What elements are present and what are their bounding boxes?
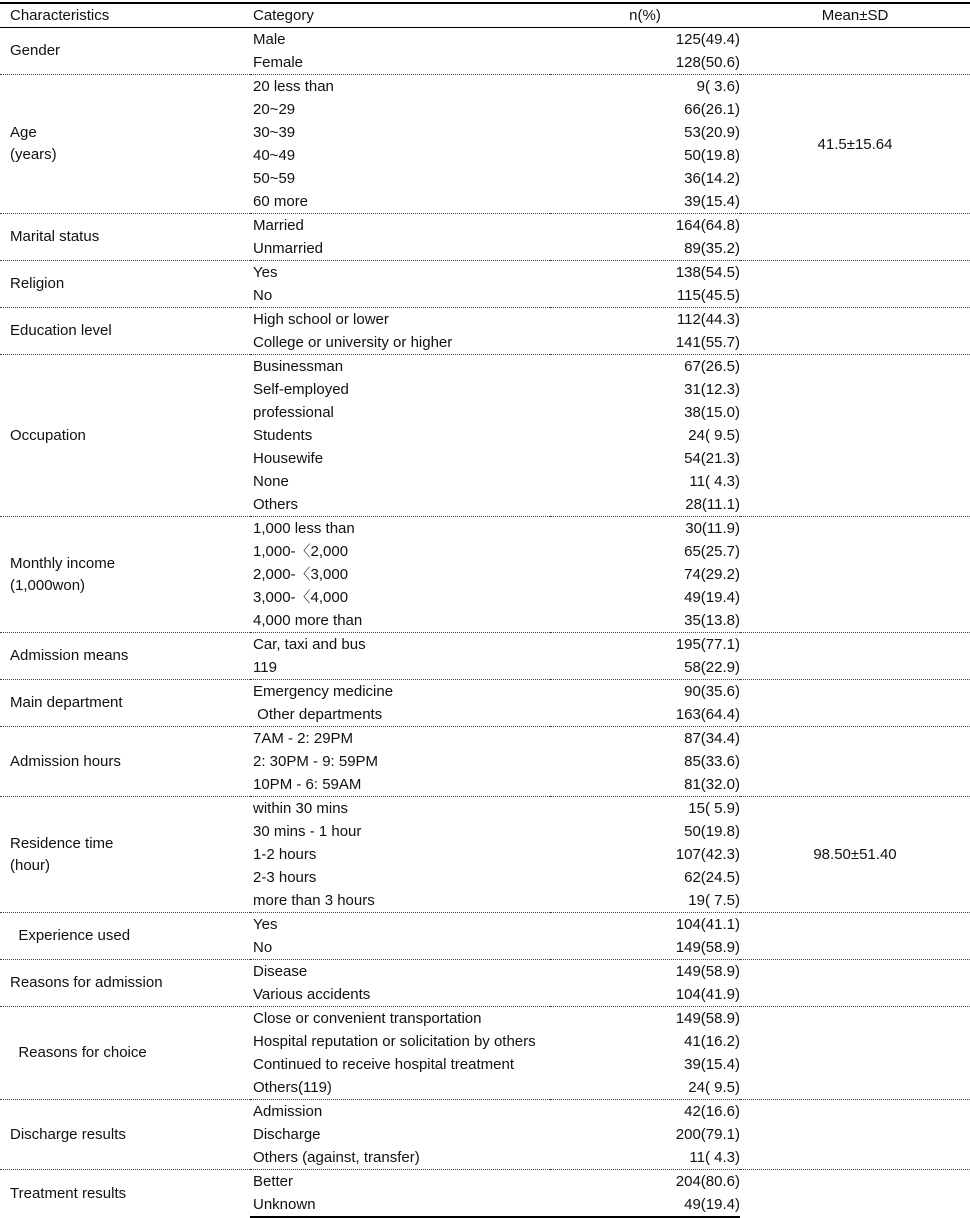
table-row bbox=[0, 797, 970, 821]
characteristic-label: Education level bbox=[0, 308, 250, 355]
n-percent-cell: 115(45.5) bbox=[676, 287, 740, 304]
category-cell: Male bbox=[250, 28, 550, 52]
mean-sd-cell bbox=[740, 727, 970, 797]
n-percent-cell: 53(20.9) bbox=[684, 124, 740, 141]
category-cell: Various accidents bbox=[253, 986, 371, 1003]
characteristic-label: Reasons for choice bbox=[0, 1007, 250, 1100]
header-row bbox=[0, 3, 970, 28]
table-row bbox=[0, 75, 970, 99]
table-row bbox=[0, 633, 970, 657]
category-cell: 60 more bbox=[253, 193, 309, 210]
n-percent-cell: 11( 4.3) bbox=[689, 473, 740, 490]
category-cell: 10PM - 6: 59AM bbox=[253, 776, 362, 793]
mean-sd-cell bbox=[740, 355, 970, 517]
table-row bbox=[0, 308, 970, 332]
category-cell: Yes bbox=[250, 913, 550, 937]
header-category: Category bbox=[250, 3, 550, 28]
category-cell: High school or lower bbox=[250, 308, 550, 332]
table-row bbox=[0, 261, 970, 285]
category-cell: Female bbox=[253, 54, 304, 71]
n-percent-cell: 149(58.9) bbox=[550, 960, 740, 984]
category-cell: Married bbox=[250, 214, 550, 238]
mean-sd-cell bbox=[740, 28, 970, 75]
n-percent-cell: 24( 9.5) bbox=[688, 1079, 740, 1096]
n-percent-cell: 149(58.9) bbox=[550, 1007, 740, 1031]
category-cell: Businessman bbox=[250, 355, 550, 379]
category-cell: 30 mins - 1 hour bbox=[253, 823, 362, 840]
category-cell: 7AM - 2: 29PM bbox=[250, 727, 550, 751]
category-cell: Disease bbox=[250, 960, 550, 984]
n-percent-cell: 200(79.1) bbox=[675, 1126, 740, 1143]
mean-sd-cell bbox=[740, 308, 970, 355]
characteristic-label: Admission means bbox=[0, 633, 250, 680]
table-row bbox=[0, 680, 970, 704]
mean-sd-cell bbox=[740, 913, 970, 960]
category-cell: Unmarried bbox=[253, 240, 324, 257]
n-percent-cell: 104(41.1) bbox=[550, 913, 740, 937]
n-percent-cell: 112(44.3) bbox=[550, 308, 740, 332]
characteristic-label: Monthly income (1,000won) bbox=[0, 517, 250, 633]
n-percent-cell: 11( 4.3) bbox=[689, 1149, 740, 1166]
characteristics-table bbox=[0, 2, 970, 1218]
n-percent-cell: 39(15.4) bbox=[684, 193, 740, 210]
table-row bbox=[0, 214, 970, 238]
category-cell: 3,000-〈4,000 bbox=[253, 589, 349, 606]
category-cell: 1-2 hours bbox=[253, 846, 317, 863]
n-percent-cell: 30(11.9) bbox=[550, 517, 740, 541]
characteristic-label: Gender bbox=[0, 28, 250, 75]
characteristic-label: Treatment results bbox=[0, 1170, 250, 1218]
n-percent-cell: 50(19.8) bbox=[684, 147, 740, 164]
characteristic-label: Main department bbox=[0, 680, 250, 727]
mean-sd-cell: 98.50±51.40 bbox=[740, 797, 970, 913]
category-cell: Yes bbox=[250, 261, 550, 285]
characteristic-label: Reasons for admission bbox=[0, 960, 250, 1007]
category-cell: College or university or higher bbox=[253, 334, 453, 351]
mean-sd-cell bbox=[740, 1007, 970, 1100]
n-percent-cell: 67(26.5) bbox=[550, 355, 740, 379]
n-percent-cell: 42(16.6) bbox=[550, 1100, 740, 1124]
category-cell: Others (against, transfer) bbox=[253, 1149, 420, 1166]
n-percent-cell: 204(80.6) bbox=[550, 1170, 740, 1194]
table-row bbox=[0, 355, 970, 379]
category-cell: Hospital reputation or solicitation by others bbox=[253, 1033, 536, 1050]
table-row bbox=[0, 913, 970, 937]
n-percent-cell: 15( 5.9) bbox=[550, 797, 740, 821]
n-percent-cell: 24( 9.5) bbox=[688, 427, 740, 444]
category-cell: Housewife bbox=[253, 450, 324, 467]
category-cell: 2-3 hours bbox=[253, 869, 317, 886]
table-row bbox=[0, 727, 970, 751]
category-cell: Others(119) bbox=[253, 1079, 332, 1096]
mean-sd-cell bbox=[740, 960, 970, 1007]
n-percent-cell: 90(35.6) bbox=[550, 680, 740, 704]
n-percent-cell: 9( 3.6) bbox=[550, 75, 740, 99]
table-row bbox=[0, 1100, 970, 1124]
category-cell: more than 3 hours bbox=[253, 892, 375, 909]
n-percent-cell: 85(33.6) bbox=[684, 753, 740, 770]
category-cell: 2,000-〈3,000 bbox=[253, 566, 349, 583]
category-cell: 1,000-〈2,000 bbox=[253, 543, 349, 560]
category-cell: 40~49 bbox=[253, 147, 296, 164]
category-cell: Car, taxi and bus bbox=[250, 633, 550, 657]
mean-sd-cell bbox=[740, 1170, 970, 1218]
n-percent-cell: 104(41.9) bbox=[675, 986, 740, 1003]
category-cell: Continued to receive hospital treatment bbox=[253, 1056, 514, 1073]
category-cell: Self-employed bbox=[253, 381, 349, 398]
table-row bbox=[0, 517, 970, 541]
category-cell: 1,000 less than bbox=[250, 517, 550, 541]
category-cell: None bbox=[253, 473, 289, 490]
n-percent-cell: 39(15.4) bbox=[684, 1056, 740, 1073]
category-cell: Close or convenient transportation bbox=[250, 1007, 550, 1031]
n-percent-cell: 149(58.9) bbox=[675, 939, 740, 956]
n-percent-cell: 195(77.1) bbox=[550, 633, 740, 657]
mean-sd-cell: 41.5±15.64 bbox=[740, 75, 970, 214]
category-cell: 20 less than bbox=[250, 75, 550, 99]
n-percent-cell: 65(25.7) bbox=[684, 543, 740, 560]
category-cell: professional bbox=[253, 404, 334, 421]
mean-sd-cell bbox=[740, 680, 970, 727]
category-cell: 4,000 more than bbox=[253, 612, 363, 629]
n-percent-cell: 141(55.7) bbox=[675, 334, 740, 351]
n-percent-cell: 58(22.9) bbox=[684, 659, 740, 676]
n-percent-cell: 54(21.3) bbox=[684, 450, 740, 467]
characteristic-label: Admission hours bbox=[0, 727, 250, 797]
table-row bbox=[0, 960, 970, 984]
category-cell: Students bbox=[253, 427, 313, 444]
n-percent-cell: 81(32.0) bbox=[684, 776, 740, 793]
category-cell: Discharge bbox=[253, 1126, 321, 1143]
mean-sd-cell bbox=[740, 517, 970, 633]
mean-sd-cell bbox=[740, 261, 970, 308]
category-cell: 50~59 bbox=[253, 170, 296, 187]
n-percent-cell: 163(64.4) bbox=[675, 706, 740, 723]
header-mean-sd: Mean±SD bbox=[740, 3, 970, 28]
n-percent-cell: 138(54.5) bbox=[550, 261, 740, 285]
category-cell: Other departments bbox=[253, 706, 383, 723]
table-row bbox=[0, 1007, 970, 1031]
n-percent-cell: 89(35.2) bbox=[684, 240, 740, 257]
n-percent-cell: 50(19.8) bbox=[684, 823, 740, 840]
n-percent-cell: 49(19.4) bbox=[684, 589, 740, 606]
n-percent-cell: 41(16.2) bbox=[684, 1033, 740, 1050]
characteristic-label: Residence time (hour) bbox=[0, 797, 250, 913]
characteristic-label: Age (years) bbox=[0, 75, 250, 214]
category-cell: 20~29 bbox=[253, 101, 296, 118]
characteristic-label: Marital status bbox=[0, 214, 250, 261]
table-row bbox=[0, 1170, 970, 1194]
table-header bbox=[0, 3, 970, 28]
category-cell: within 30 mins bbox=[250, 797, 550, 821]
category-cell: No bbox=[253, 939, 273, 956]
n-percent-cell: 74(29.2) bbox=[684, 566, 740, 583]
n-percent-cell: 49(19.4) bbox=[550, 1193, 740, 1217]
n-percent-cell: 125(49.4) bbox=[550, 28, 740, 52]
category-cell: 2: 30PM - 9: 59PM bbox=[253, 753, 379, 770]
n-percent-cell: 164(64.8) bbox=[550, 214, 740, 238]
n-percent-cell: 62(24.5) bbox=[684, 869, 740, 886]
category-cell: Emergency medicine bbox=[250, 680, 550, 704]
header-n-percent: n(%) bbox=[550, 3, 740, 28]
n-percent-cell: 36(14.2) bbox=[684, 170, 740, 187]
mean-sd-cell bbox=[740, 633, 970, 680]
category-cell: 119 bbox=[253, 659, 277, 676]
n-percent-cell: 28(11.1) bbox=[685, 496, 740, 513]
characteristic-label: Occupation bbox=[0, 355, 250, 517]
mean-sd-cell bbox=[740, 214, 970, 261]
n-percent-cell: 19( 7.5) bbox=[688, 892, 740, 909]
n-percent-cell: 38(15.0) bbox=[684, 404, 740, 421]
category-cell: Others bbox=[253, 496, 299, 513]
n-percent-cell: 87(34.4) bbox=[550, 727, 740, 751]
characteristic-label: Experience used bbox=[0, 913, 250, 960]
n-percent-cell: 35(13.8) bbox=[684, 612, 740, 629]
n-percent-cell: 128(50.6) bbox=[675, 54, 740, 71]
table-body bbox=[0, 28, 970, 1218]
characteristic-label: Discharge results bbox=[0, 1100, 250, 1170]
header-characteristics: Characteristics bbox=[0, 3, 250, 28]
category-cell: Admission bbox=[250, 1100, 550, 1124]
characteristic-label: Religion bbox=[0, 261, 250, 308]
category-cell: No bbox=[253, 287, 273, 304]
category-cell: Better bbox=[250, 1170, 550, 1194]
category-cell: 30~39 bbox=[253, 124, 296, 141]
mean-sd-cell bbox=[740, 1100, 970, 1170]
n-percent-cell: 107(42.3) bbox=[675, 846, 740, 863]
n-percent-cell: 31(12.3) bbox=[684, 381, 740, 398]
table-row bbox=[0, 28, 970, 52]
category-cell: Unknown bbox=[250, 1193, 550, 1217]
n-percent-cell: 66(26.1) bbox=[684, 101, 740, 118]
